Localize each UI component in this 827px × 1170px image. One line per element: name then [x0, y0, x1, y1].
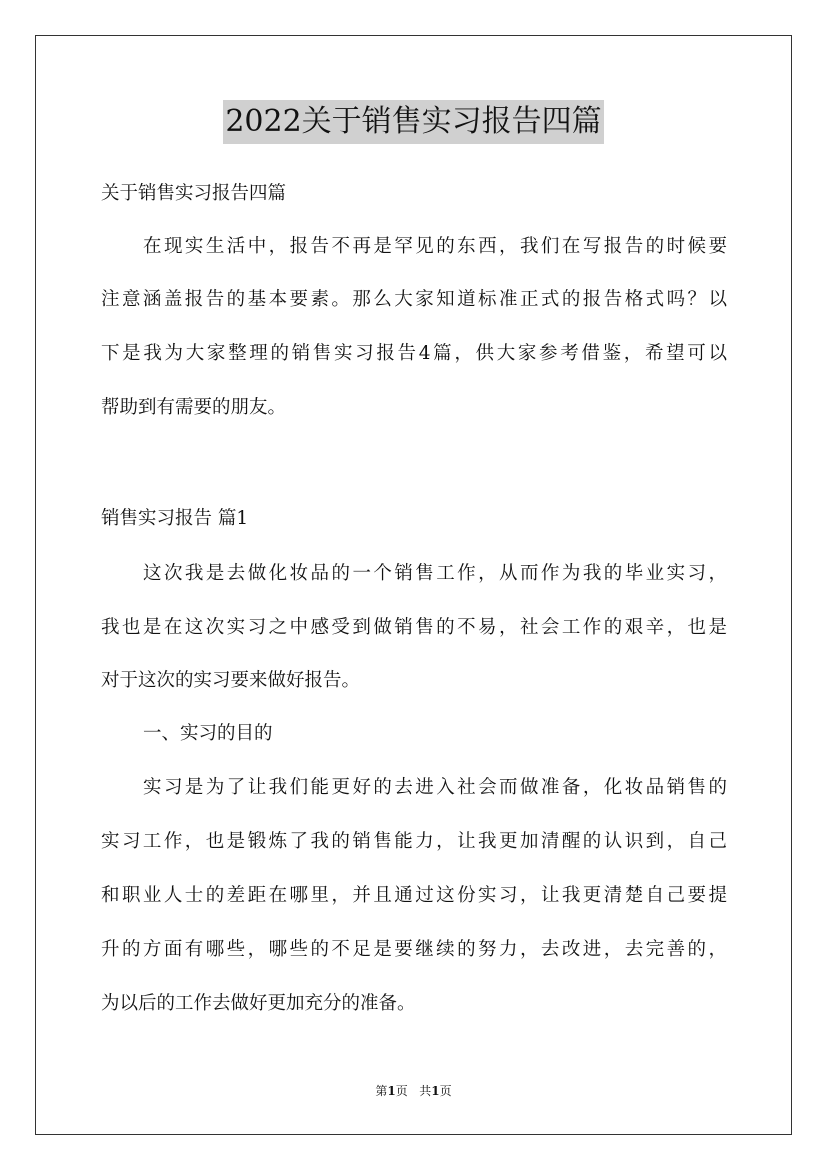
intro-line-2: 注意涵盖报告的基本要素。那么大家知道标准正式的报告格式吗？以 [101, 289, 727, 310]
para1-line-3: 对于这次的实习要来做好报告。 [101, 670, 361, 691]
document-subtitle: 关于销售实习报告四篇 [101, 183, 287, 204]
intro-line-3: 下是我为大家整理的销售实习报告4篇，供大家参考借鉴，希望可以 [101, 343, 727, 364]
para2-line-2: 实习工作，也是锻炼了我的销售能力，让我更加清醒的认识到，自己 [101, 831, 727, 852]
para1-line-1: 这次我是去做化妆品的一个销售工作，从而作为我的毕业实习， [143, 563, 727, 584]
footer-total-pages: 1 [431, 1084, 440, 1098]
footer-page-number: 1 [387, 1084, 396, 1098]
intro-line-1: 在现实生活中，报告不再是罕见的东西，我们在写报告的时候要 [143, 236, 727, 257]
para2-line-1: 实习是为了让我们能更好的去进入社会而做准备，化妆品销售的 [143, 777, 727, 798]
footer-page-suffix: 页 [395, 1084, 408, 1098]
sub-heading: 一、实习的目的 [143, 723, 273, 744]
footer-total-prefix: 共 [419, 1084, 432, 1098]
footer-total-suffix: 页 [439, 1084, 452, 1098]
title-container [0, 100, 827, 144]
page-footer [0, 1082, 827, 1100]
intro-line-4: 帮助到有需要的朋友。 [101, 397, 287, 418]
para2-line-3: 和职业人士的差距在哪里，并且通过这份实习，让我更清楚自己要提 [101, 885, 727, 906]
para2-line-5: 为以后的工作去做好更加充分的准备。 [101, 993, 416, 1014]
footer-page-prefix: 第 [375, 1084, 388, 1098]
section-heading: 销售实习报告 篇1 [101, 508, 249, 529]
document-title: 2022关于销售实习报告四篇 [223, 100, 603, 144]
para1-line-2: 我也是在这次实习之中感受到做销售的不易，社会工作的艰辛，也是 [101, 617, 727, 638]
para2-line-4: 升的方面有哪些，哪些的不足是要继续的努力，去改进，去完善的， [101, 939, 727, 960]
